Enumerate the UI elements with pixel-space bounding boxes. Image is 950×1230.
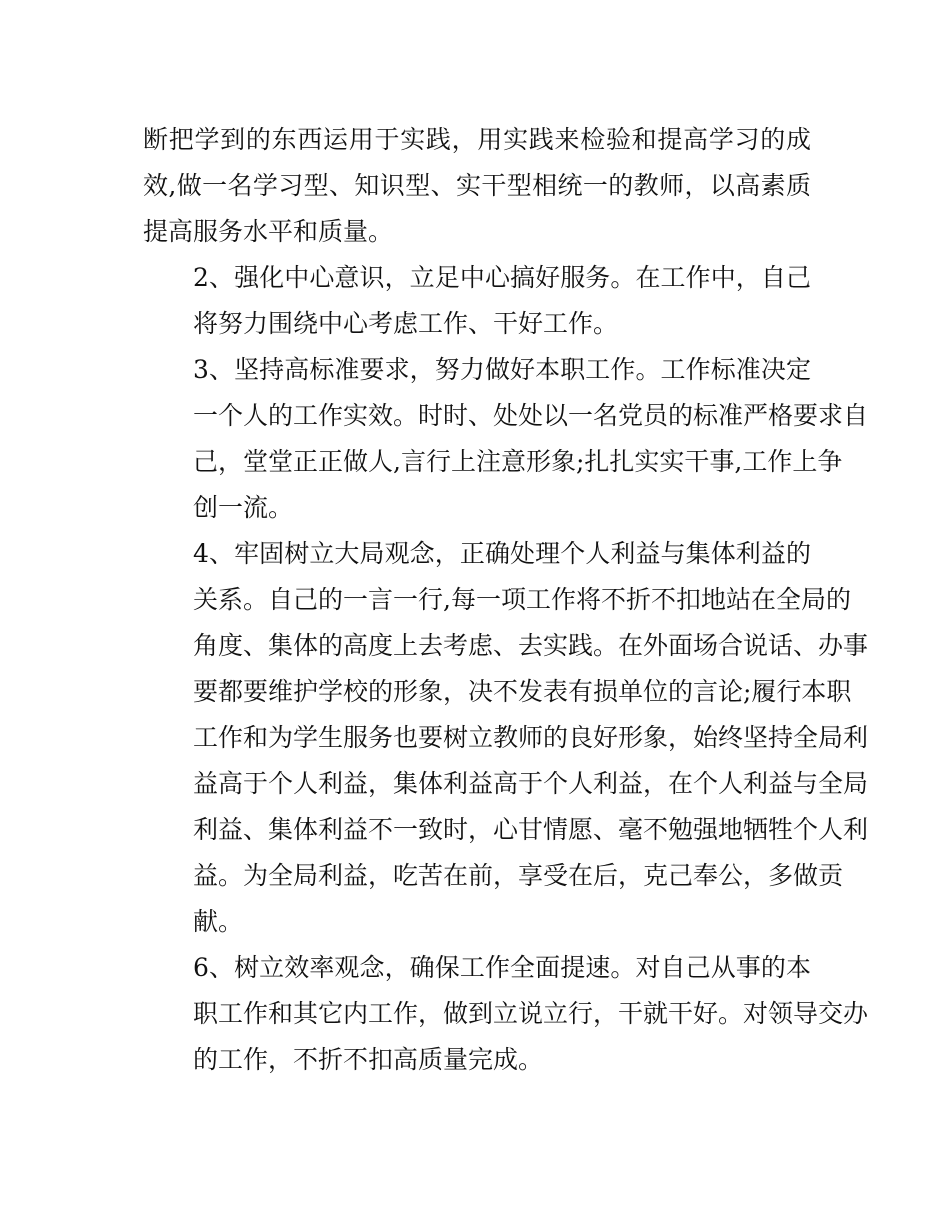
- text-line: 角度、集体的高度上去考虑、去实践。在外面场合说话、办事: [193, 631, 869, 660]
- text-line: 己，堂堂正正做人,言行上注意形象;扎扎实实干事,工作上争: [193, 447, 843, 476]
- text-line: 4、牢固树立大局观念，正确处理个人利益与集体利益的: [193, 539, 811, 568]
- text-line: 工作和为学生服务也要树立教师的良好形象，始终坚持全局利: [193, 723, 869, 752]
- text-line: 断把学到的东西运用于实践，用实践来检验和提高学习的成: [143, 125, 811, 154]
- text-line: 提高服务水平和质量。: [143, 217, 394, 246]
- document-body: [143, 117, 869, 1083]
- text-line: 职工作和其它内工作，做到立说立行，干就干好。对领导交办: [193, 999, 869, 1028]
- paragraph-item-3: [143, 347, 869, 531]
- text-line: 一个人的工作实效。时时、处处以一名党员的标准严格要求自: [193, 401, 869, 430]
- text-line: 益高于个人利益，集体利益高于个人利益，在个人利益与全局: [193, 769, 869, 798]
- text-line: 的工作，不折不扣高质量完成。: [193, 1045, 544, 1074]
- paragraph-item-4: [143, 531, 869, 945]
- text-line: 6、树立效率观念，确保工作全面提速。对自己从事的本: [193, 953, 811, 982]
- text-line: 创一流。: [193, 493, 294, 522]
- text-line: 效,做一名学习型、知识型、实干型相统一的教师，以高素质: [143, 171, 811, 200]
- text-line: 2、强化中心意识，立足中心搞好服务。在工作中，自己: [193, 263, 811, 292]
- text-line: 益。为全局利益，吃苦在前，享受在后，克己奉公，多做贡: [193, 861, 844, 890]
- text-line: 关系。自己的一言一行,每一项工作将不折不扣地站在全局的: [193, 585, 851, 614]
- text-line: 3、坚持高标准要求，努力做好本职工作。工作标准决定: [193, 355, 811, 384]
- text-line: 将努力围绕中心考虑工作、干好工作。: [193, 309, 619, 338]
- text-line: 利益、集体利益不一致时，心甘情愿、毫不勉强地牺牲个人利: [193, 815, 869, 844]
- paragraph-continuation: [143, 117, 811, 255]
- text-line: 献。: [193, 907, 244, 936]
- paragraph-item-2: [143, 255, 811, 347]
- text-line: 要都要维护学校的形象，决不发表有损单位的言论;履行本职: [193, 677, 852, 706]
- paragraph-item-6: [143, 945, 869, 1083]
